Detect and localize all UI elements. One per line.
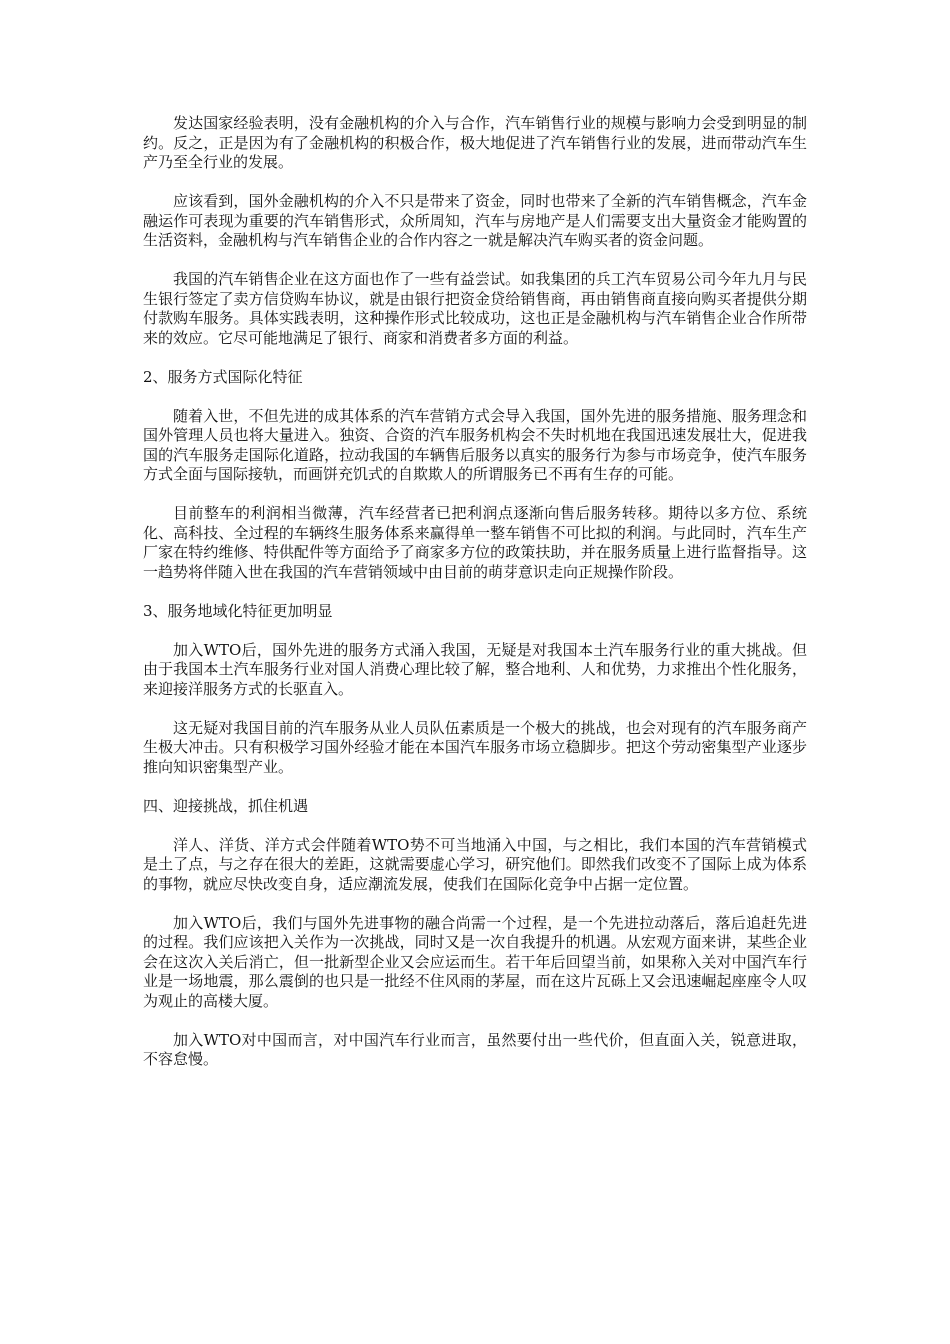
paragraph-workforce-challenge: 这无疑对我国目前的汽车服务从业人员队伍素质是一个极大的挑战，也会对现有的汽车服务商产生极大冲击。只有积极学习国外经验才能在本国汽车服务市场立稳脚步。把这个劳动密集型产业逐步推向知识密集型产业。 <box>143 718 807 776</box>
section-heading-meet-challenge: 四、迎接挑战，抓住机遇 <box>143 796 309 815</box>
paragraph-domestic-trial: 我国的汽车销售企业在这方面也作了一些有益尝试。如我集团的兵工汽车贸易公司今年九月与民生银行签定了卖方信贷购车协议，就是由银行把资金贷给销售商，再由销售商直接向购买者提供分期付款购车服务。具体实践表明，这种操作形式比较成功，这也正是金融机构与汽车销售企业合作所带来的效应。它尽可能地满足了银行、商家和消费者多方面的利益。 <box>143 270 807 347</box>
paragraph-learn-from-foreign: 洋人、洋货、洋方式会伴随着WTO势不可当地涌入中国，与之相比，我们本国的汽车营销模式是土了点，与之存在很大的差距，这就需要虚心学习，研究他们。即然我们改变不了国际上成为体系的事物，就应尽快改变自身，适应潮流发展，使我们在国际化竞争中占据一定位置。 <box>143 835 807 893</box>
paragraph-integration-process: 加入WTO后，我们与国外先进事物的融合尚需一个过程，是一个先进拉动落后，落后追赶先进的过程。我们应该把入关作为一次挑战，同时又是一次自我提升的机遇。从宏观方面来讲，某些企业会在这次入关后消亡，但一批新型企业又会应运而生。若干年后回望当前，如果称入关对中国汽车行业是一场地震，那么震倒的也只是一批经不住风雨的茅屋，而在这片瓦砾上又会迅速崛起座座令人叹为观止的高楼大厦。 <box>143 913 807 1010</box>
paragraph-financial-cooperation: 发达国家经验表明，没有金融机构的介入与合作，汽车销售行业的规模与影响力会受到明显的制约。反之，正是因为有了金融机构的积极合作，极大地促进了汽车销售行业的发展，进而带动汽车生产乃至全行业的发展。 <box>143 114 807 171</box>
paragraph-conclusion: 加入WTO对中国而言，对中国汽车行业而言，虽然要付出一些代价，但直面入关，锐意进取，不容怠慢。 <box>143 1030 807 1068</box>
paragraph-local-challenge: 加入WTO后，国外先进的服务方式涌入我国，无疑是对我国本土汽车服务行业的重大挑战。但由于我国本土汽车服务行业对国人消费心理比较了解，整合地利、人和优势，力求推出个性化服务，来迎接洋服务方式的长驱直入。 <box>143 640 807 698</box>
paragraph-after-sales-profit: 目前整车的利润相当微薄，汽车经营者已把利润点逐渐向售后服务转移。期待以多方位、系统化、高科技、全过程的车辆终生服务体系来赢得单一整车销售不可比拟的利润。与此同时，汽车生产厂家在特约维修、特供配件等方面给予了商家多方位的政策扶助，并在服务质量上进行监督指导。这一趋势将伴随入世在我国的汽车营销领域中由目前的萌芽意识走向正规操作阶段。 <box>143 504 807 581</box>
section-heading-service-internationalization: 2、服务方式国际化特征 <box>143 367 303 386</box>
paragraph-wto-entry-services: 随着入世，不但先进的成其体系的汽车营销方式会导入我国，国外先进的服务措施、服务理念和国外管理人员也将大量进入。独资、合资的汽车服务机构会不失时机地在我国迅速发展壮大，促进我国的汽车服务走国际化道路，拉动我国的车辆售后服务以真实的服务行为参与市场竞争，使汽车服务方式全面与国际接轨，而画饼充饥式的自欺欺人的所谓服务已不再有生存的可能。 <box>143 406 807 483</box>
paragraph-foreign-finance: 应该看到，国外金融机构的介入不只是带来了资金，同时也带来了全新的汽车销售概念，汽车金融运作可表现为重要的汽车销售形式，众所周知，汽车与房地产是人们需要支出大量资金才能购置的生活资料，金融机构与汽车销售企业的合作内容之一就是解决汽车购买者的资金问题。 <box>143 192 807 249</box>
document-page <box>143 114 807 1089</box>
section-heading-service-localization: 3、服务地域化特征更加明显 <box>143 601 333 620</box>
